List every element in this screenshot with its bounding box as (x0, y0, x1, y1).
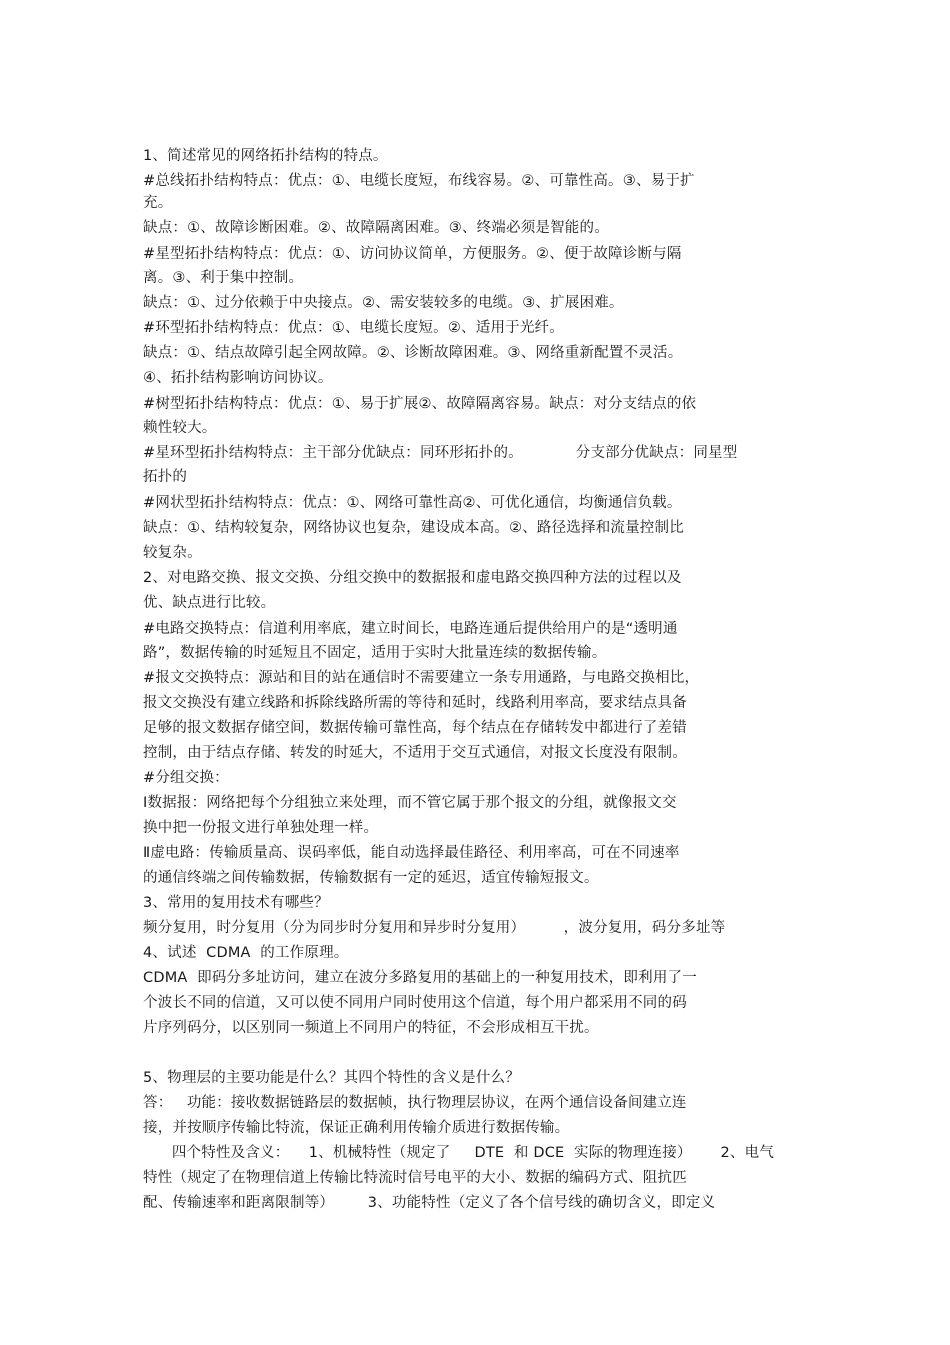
text-line: 5、物理层的主要功能是什么？其四个特性的含义是什么？ (143, 1070, 520, 1086)
text-line: 的通信终端之间传输数据，传输数据有一定的延迟，适宜传输短报文。 (143, 870, 599, 886)
text-line: #电路交换特点：信道利用率底，建立时间长，电路连通后提供给用户的是“透明通 (143, 621, 678, 637)
text-line: 配、传输速率和距离限制等） 3、功能特性（定义了各个信号线的确切含义，即定义 (143, 1195, 716, 1211)
text-line: ④、拓扑结构影响访问协议。 (143, 370, 333, 386)
text-line: 个波长不同的信道，又可以使不同用户同时使用这个信道，每个用户都采用不同的码 (143, 995, 687, 1011)
text-line: 较复杂。 (143, 545, 202, 561)
text-line: 4、试述 CDMA 的工作原理。 (143, 945, 349, 961)
text-line: 赖性较大。 (143, 420, 217, 436)
text-line: CDMA 即码分多址访问，建立在波分多路复用的基础上的一种复用技术，即利用了一 (143, 970, 697, 986)
text-line: Ⅰ数据报：网络把每个分组独立来处理，而不管它属于那个报文的分组，就像报文交 (143, 795, 677, 811)
text-line: 缺点：①、结点故障引起全网故障。②、诊断故障困难。③、网络重新配置不灵活。 (143, 345, 683, 361)
text-line: 缺点：①、结构较复杂，网络协议也复杂，建设成本高。②、路径选择和流量控制比 (143, 520, 684, 536)
text-line: 缺点：①、故障诊断困难。②、故障隔离困难。③、终端必须是智能的。 (143, 220, 609, 236)
text-line: #星型拓扑结构特点：优点：①、访问协议简单，方便服务。②、便于故障诊断与隔 (143, 246, 682, 262)
text-line: 接，并按顺序传输比特流，保证正确利用传输介质进行数据传输。 (143, 1120, 570, 1136)
text-line: 答： 功能：接收数据链路层的数据帧，执行物理层协议，在两个通信设备间建立连 (143, 1095, 687, 1111)
text-line: 频分复用，时分复用（分为同步时分复用和异步时分复用） ，波分复用，码分多址等 (143, 920, 726, 936)
text-line: #网状型拓扑结构特点：优点：①、网络可靠性高②、可优化通信，均衡通信负载。 (143, 495, 682, 511)
text-line: 拓扑的 (143, 469, 188, 485)
text-line: #分组交换： (143, 770, 229, 786)
text-line: 缺点：①、过分依赖于中央接点。②、需安装较多的电缆。③、扩展困难。 (143, 295, 624, 311)
text-line: #报文交换特点：源站和目的站在通信时不需要建立一条专用通路，与电路交换相比， (143, 670, 700, 686)
text-line: #树型拓扑结构特点：优点：①、易于扩展②、故障隔离容易。缺点：对分支结点的依 (143, 396, 697, 412)
text-line: #总线拓扑结构特点：优点：①、电缆长度短，布线容易。②、可靠性高。③、易于扩 (143, 173, 695, 189)
text-line: #环型拓扑结构特点：优点：①、电缆长度短。②、适用于光纤。 (143, 320, 564, 336)
text-line: 离。③、利于集中控制。 (143, 270, 304, 286)
text-line: 四个特性及含义： 1、机械特性（规定了 DTE 和 DCE 实际的物理连接） 2、电气 (143, 1145, 775, 1161)
text-line: #星环型拓扑结构特点：主干部分优缺点：同环形拓扑的。 分支部分优缺点：同星型 (143, 445, 738, 461)
text-line: 换中把一份报文进行单独处理一样。 (143, 820, 379, 836)
text-line: 优、缺点进行比较。 (143, 595, 276, 611)
text-line: 片序列码分，以区别同一频道上不同用户的特征，不会形成相互干扰。 (143, 1020, 599, 1036)
text-line: 路”，数据传输的时延短且不固定，适用于实时大批量连续的数据传输。 (143, 645, 607, 661)
text-line: Ⅱ虚电路：传输质量高、误码率低，能自动选择最佳路径、利用率高，可在不同速率 (143, 845, 680, 861)
text-line: 特性（规定了在物理信道上传输比特流时信号电平的大小、数据的编码方式、阻抗匹 (143, 1170, 687, 1186)
text-line: 足够的报文数据存储空间，数据传输可靠性高，每个结点在存储转发中都进行了差错 (143, 720, 687, 736)
text-line: 3、常用的复用技术有哪些？ (143, 895, 329, 911)
text-line: 报文交换没有建立线路和拆除线路所需的等待和延时，线路利用率高，要求结点具备 (143, 695, 687, 711)
text-line: 充。 (143, 195, 173, 211)
text-line: 2、对电路交换、报文交换、分组交换中的数据报和虚电路交换四种方法的过程以及 (143, 570, 682, 586)
text-line: 1、简述常见的网络拓扑结构的特点。 (143, 148, 388, 164)
text-line: 控制，由于结点存储、转发的时延大，不适用于交互式通信，对报文长度没有限制。 (143, 745, 687, 761)
